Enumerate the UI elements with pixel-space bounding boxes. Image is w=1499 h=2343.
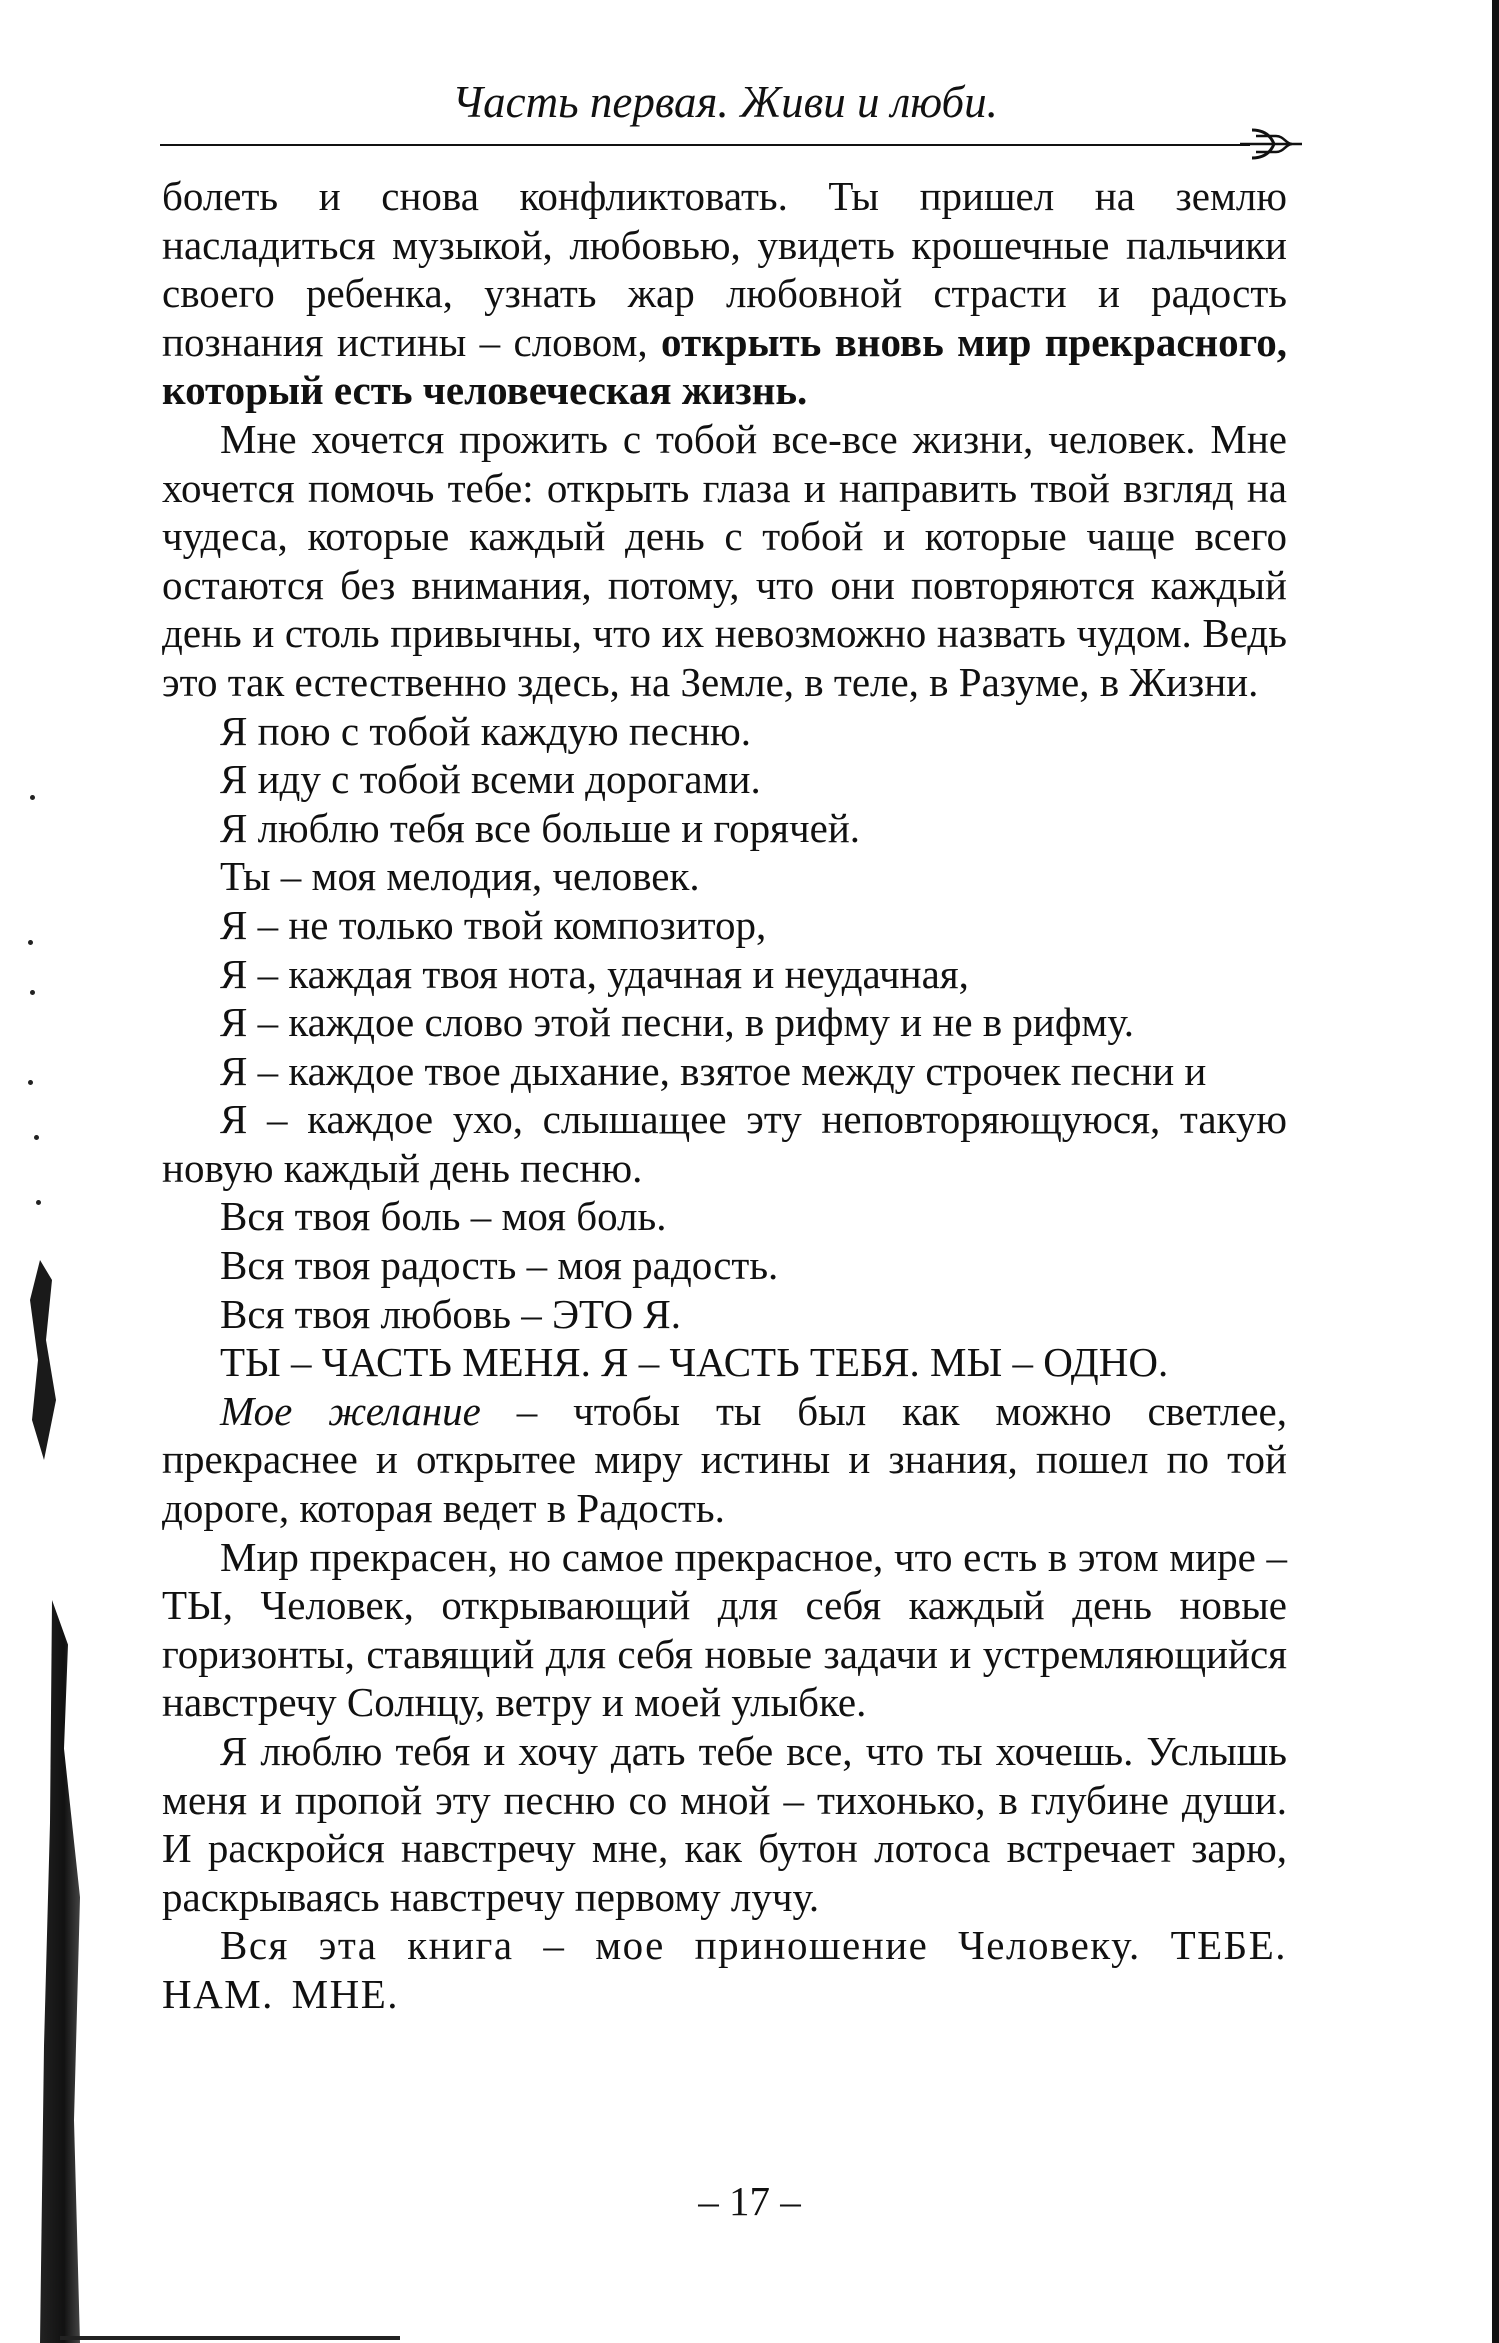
verse-line: Вся твоя любовь – ЭТО Я. xyxy=(220,1290,682,1337)
paragraph-3: Я – каждое ухо, слышащее эту неповторяющуюся, такую новую каждый день песню. xyxy=(162,1096,1287,1191)
verse-line: Я – каждая твоя нота, удачная и неудачная, xyxy=(220,950,969,997)
page-number: – 17 – xyxy=(698,2178,801,2224)
paragraph-1-text: болеть и снова конфликтовать. Ты пришел на землю насладиться музыкой, любовью, увидеть крошечные пальчики своего ребенка, узнать жар любовной страсти и радость познания истины – словом, xyxy=(162,173,1287,365)
verse-line: Я люблю тебя все больше и горячей. xyxy=(220,804,861,851)
scan-shadow-mid xyxy=(24,1260,64,1460)
body-text xyxy=(162,172,1287,2019)
paragraph-1-bold: открыть вновь мир прекрасного, который есть человеческая жизнь. xyxy=(162,318,1287,414)
paragraph-7: Вся эта книга – мое приношение Человеку. ТЕБЕ. НАМ. МНЕ. xyxy=(162,1922,1287,2017)
paragraph-1 xyxy=(162,172,1287,415)
header-rule xyxy=(160,144,1250,146)
verse-line: Я иду с тобой всеми дорогами. xyxy=(220,756,761,803)
scan-speck xyxy=(30,990,35,995)
verse-line: Ты – моя мелодия, человек. xyxy=(220,853,700,900)
scan-speck xyxy=(36,1200,41,1205)
scan-shadow-bottom xyxy=(40,1600,80,2343)
verse-line: Я – не только твой композитор, xyxy=(220,901,767,948)
caps-line: ТЫ – ЧАСТЬ МЕНЯ. Я – ЧАСТЬ ТЕБЯ. МЫ – ОДНО. xyxy=(220,1339,1169,1386)
paragraph-4 xyxy=(162,1387,1287,1533)
verse-line: Я пою с тобой каждую песню. xyxy=(220,707,752,754)
scan-speck xyxy=(28,940,33,945)
paragraph-4-text: – чтобы ты был как можно светлее, прекраснее и открытее миру истины и знания, пошел по той дороге, которая ведет в Радость. xyxy=(162,1387,1287,1532)
scan-speck xyxy=(34,1135,39,1140)
verse-block-2 xyxy=(162,1192,1287,1338)
verse-block-1 xyxy=(162,707,1287,1096)
verse-line: Вся твоя радость – моя радость. xyxy=(220,1242,779,1289)
paragraph-5: Мир прекрасен, но самое прекрасное, что есть в этом мире – ТЫ, Человек, открывающий для себя каждый день новые горизонты, ставящий для себя новые задачи и устремляющийся навстречу Солнцу, ветру и моей улыбке. xyxy=(162,1533,1287,1726)
paragraph-6: Я люблю тебя и хочу дать тебе все, что ты хочешь. Услышь меня и пропой эту песню со мной – тихонько, в глубине души. И раскройся навстречу мне, как бутон лотоса встречает зарю, раскрываясь навстречу первому лучу. xyxy=(162,1728,1287,1920)
scan-edge-right xyxy=(1492,0,1499,2343)
verse-line: Я – каждое слово этой песни, в рифму и не в рифму. xyxy=(220,999,1134,1046)
fleuron-icon xyxy=(1240,122,1302,162)
verse-line: Я – каждое твое дыхание, взятое между строчек песни и xyxy=(220,1047,1207,1094)
scan-speck xyxy=(28,1080,33,1085)
verse-line: Вся твоя боль – моя боль. xyxy=(220,1193,667,1240)
scan-speck xyxy=(30,795,35,800)
running-header: Часть первая. Живи и люби. xyxy=(452,77,998,127)
paragraph-4-italic: Мое желание xyxy=(220,1387,481,1434)
paragraph-2: Мне хочется прожить с тобой все-все жизни, человек. Мне хочется помочь тебе: открыть глаза и направить твой взгляд на чудеса, которые каждый день с тобой и которые чаще всего остаются без внимания, потому, что они повторяются каждый день и столь привычны, что их невозможно назвать чудом. Ведь это так естественно здесь, на Земле, в теле, в Разуме, в Жизни. xyxy=(162,415,1287,705)
scan-edge-bottom xyxy=(60,2336,400,2340)
